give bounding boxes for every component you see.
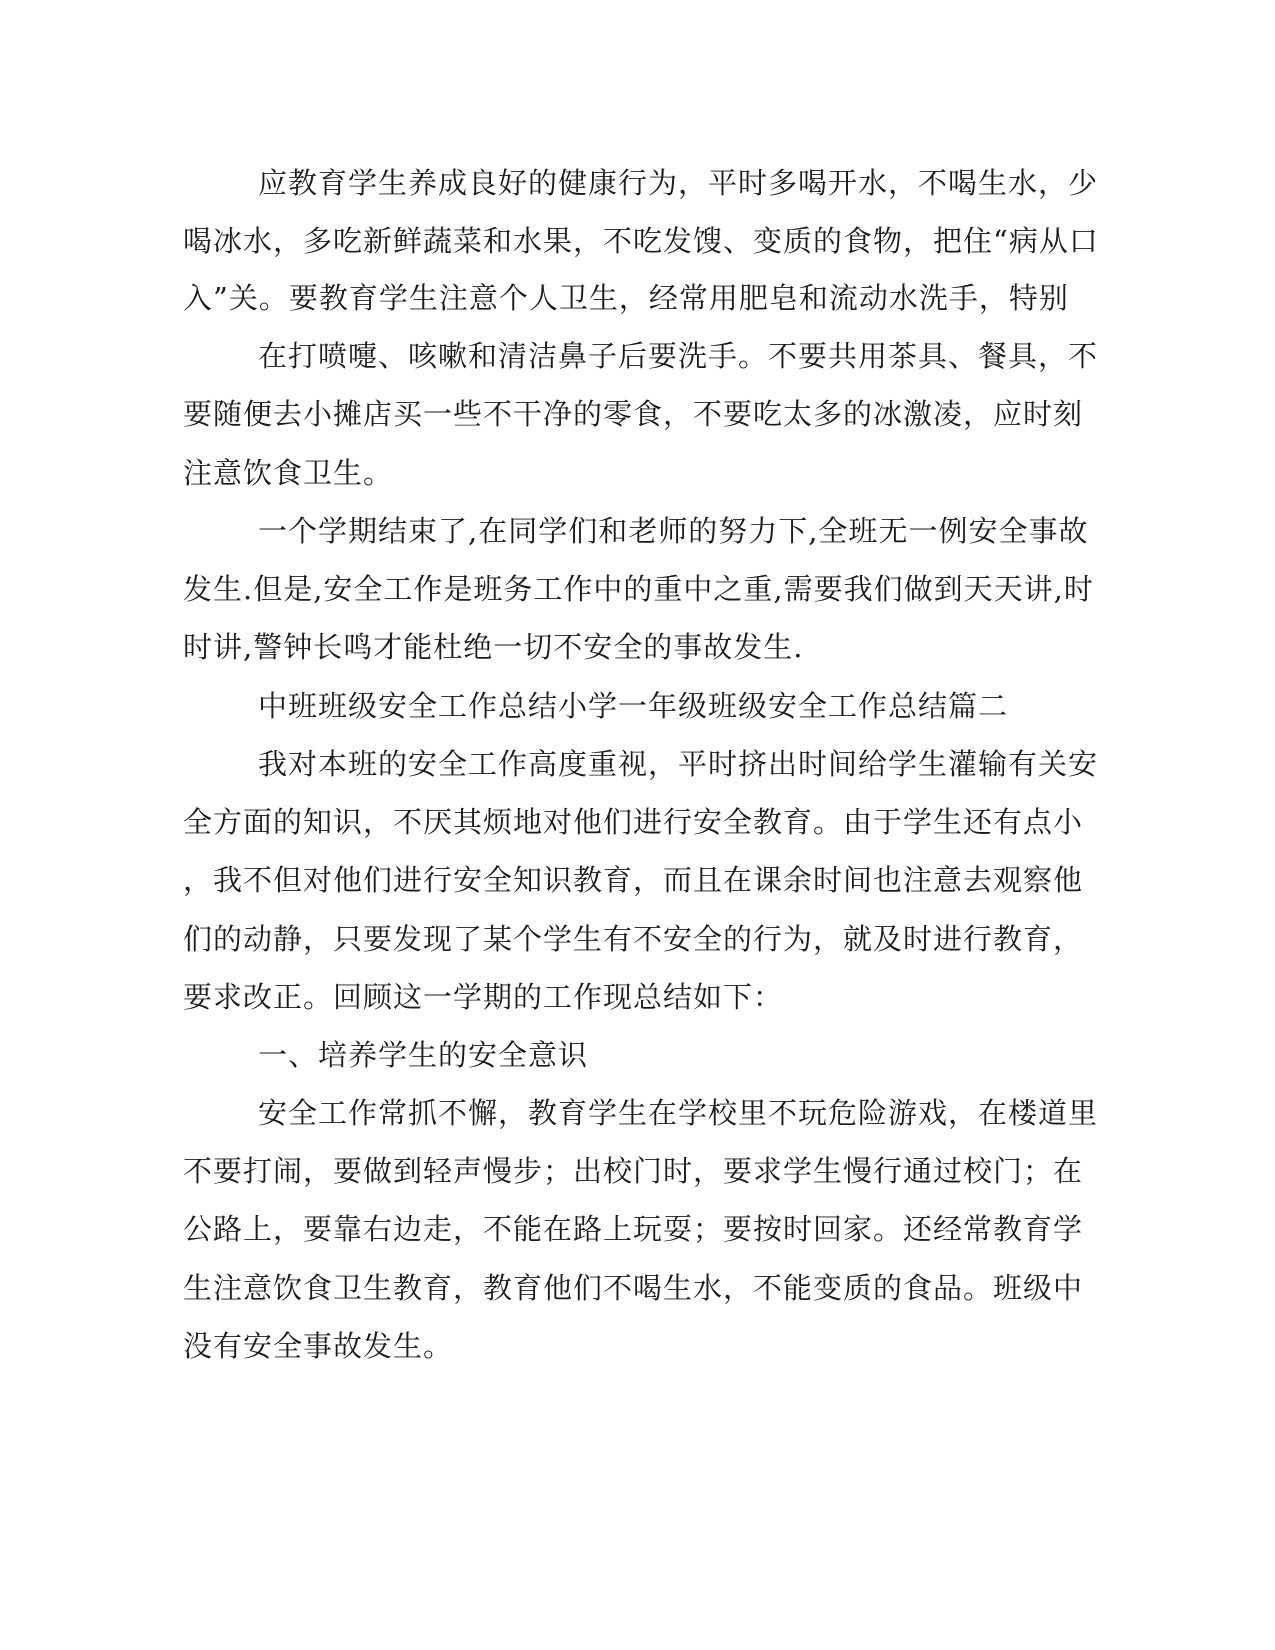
text-line: 们的动静，只要发现了某个学生有不安全的行为，就及时进行教育， [183, 922, 1084, 956]
text-line: 在打喷嚏、咳嗽和清洁鼻子后要洗手。不要共用茶具、餐具，不 [258, 339, 1099, 373]
text-line: 公路上，要靠右边走，不能在路上玩耍；要按时回家。还经常教育学 [183, 1212, 1084, 1246]
text-line: 一个学期结束了,在同学们和老师的努力下,全班无一例安全事故 [258, 514, 1089, 548]
section-heading: 中班班级安全工作总结小学一年级班级安全工作总结篇二 [258, 689, 1009, 723]
text-line: 全方面的知识，不厌其烦地对他们进行安全教育。由于学生还有点小 [183, 805, 1084, 839]
text-line: 喝冰水，多吃新鲜蔬菜和水果，不吃发馊、变质的食物，把住“病从口 [183, 224, 1099, 258]
text-line: 要随便去小摊店买一些不干净的零食，不要吃太多的冰激凌，应时刻 [183, 397, 1084, 431]
text-line: 我对本班的安全工作高度重视，平时挤出时间给学生灌输有关安 [258, 747, 1099, 781]
text-line: 生注意饮食卫生教育，教育他们不喝生水，不能变质的食品。班级中 [183, 1271, 1084, 1305]
text-line: 没有安全事故发生。 [183, 1329, 454, 1363]
text-line: 时讲,警钟长鸣才能杜绝一切不安全的事故发生. [183, 630, 804, 664]
text-line: ，我不但对他们进行安全知识教育，而且在课余时间也注意去观察他 [183, 863, 1084, 897]
text-line: 应教育学生养成良好的健康行为，平时多喝开水，不喝生水，少 [258, 166, 1099, 200]
text-line: 发生.但是,安全工作是班务工作中的重中之重,需要我们做到天天讲,时 [183, 572, 1094, 606]
text-line: 不要打闹，要做到轻声慢步；出校门时，要求学生慢行通过校门；在 [183, 1154, 1084, 1188]
text-line: 入”关。要教育学生注意个人卫生，经常用肥皂和流动水洗手，特别 [183, 281, 1069, 315]
subsection-heading: 一、培养学生的安全意识 [258, 1038, 589, 1072]
text-line: 安全工作常抓不懈，教育学生在学校里不玩危险游戏，在楼道里 [258, 1096, 1099, 1130]
text-line: 注意饮食卫生。 [183, 456, 394, 490]
text-line: 要求改正。回顾这一学期的工作现总结如下： [183, 980, 784, 1014]
